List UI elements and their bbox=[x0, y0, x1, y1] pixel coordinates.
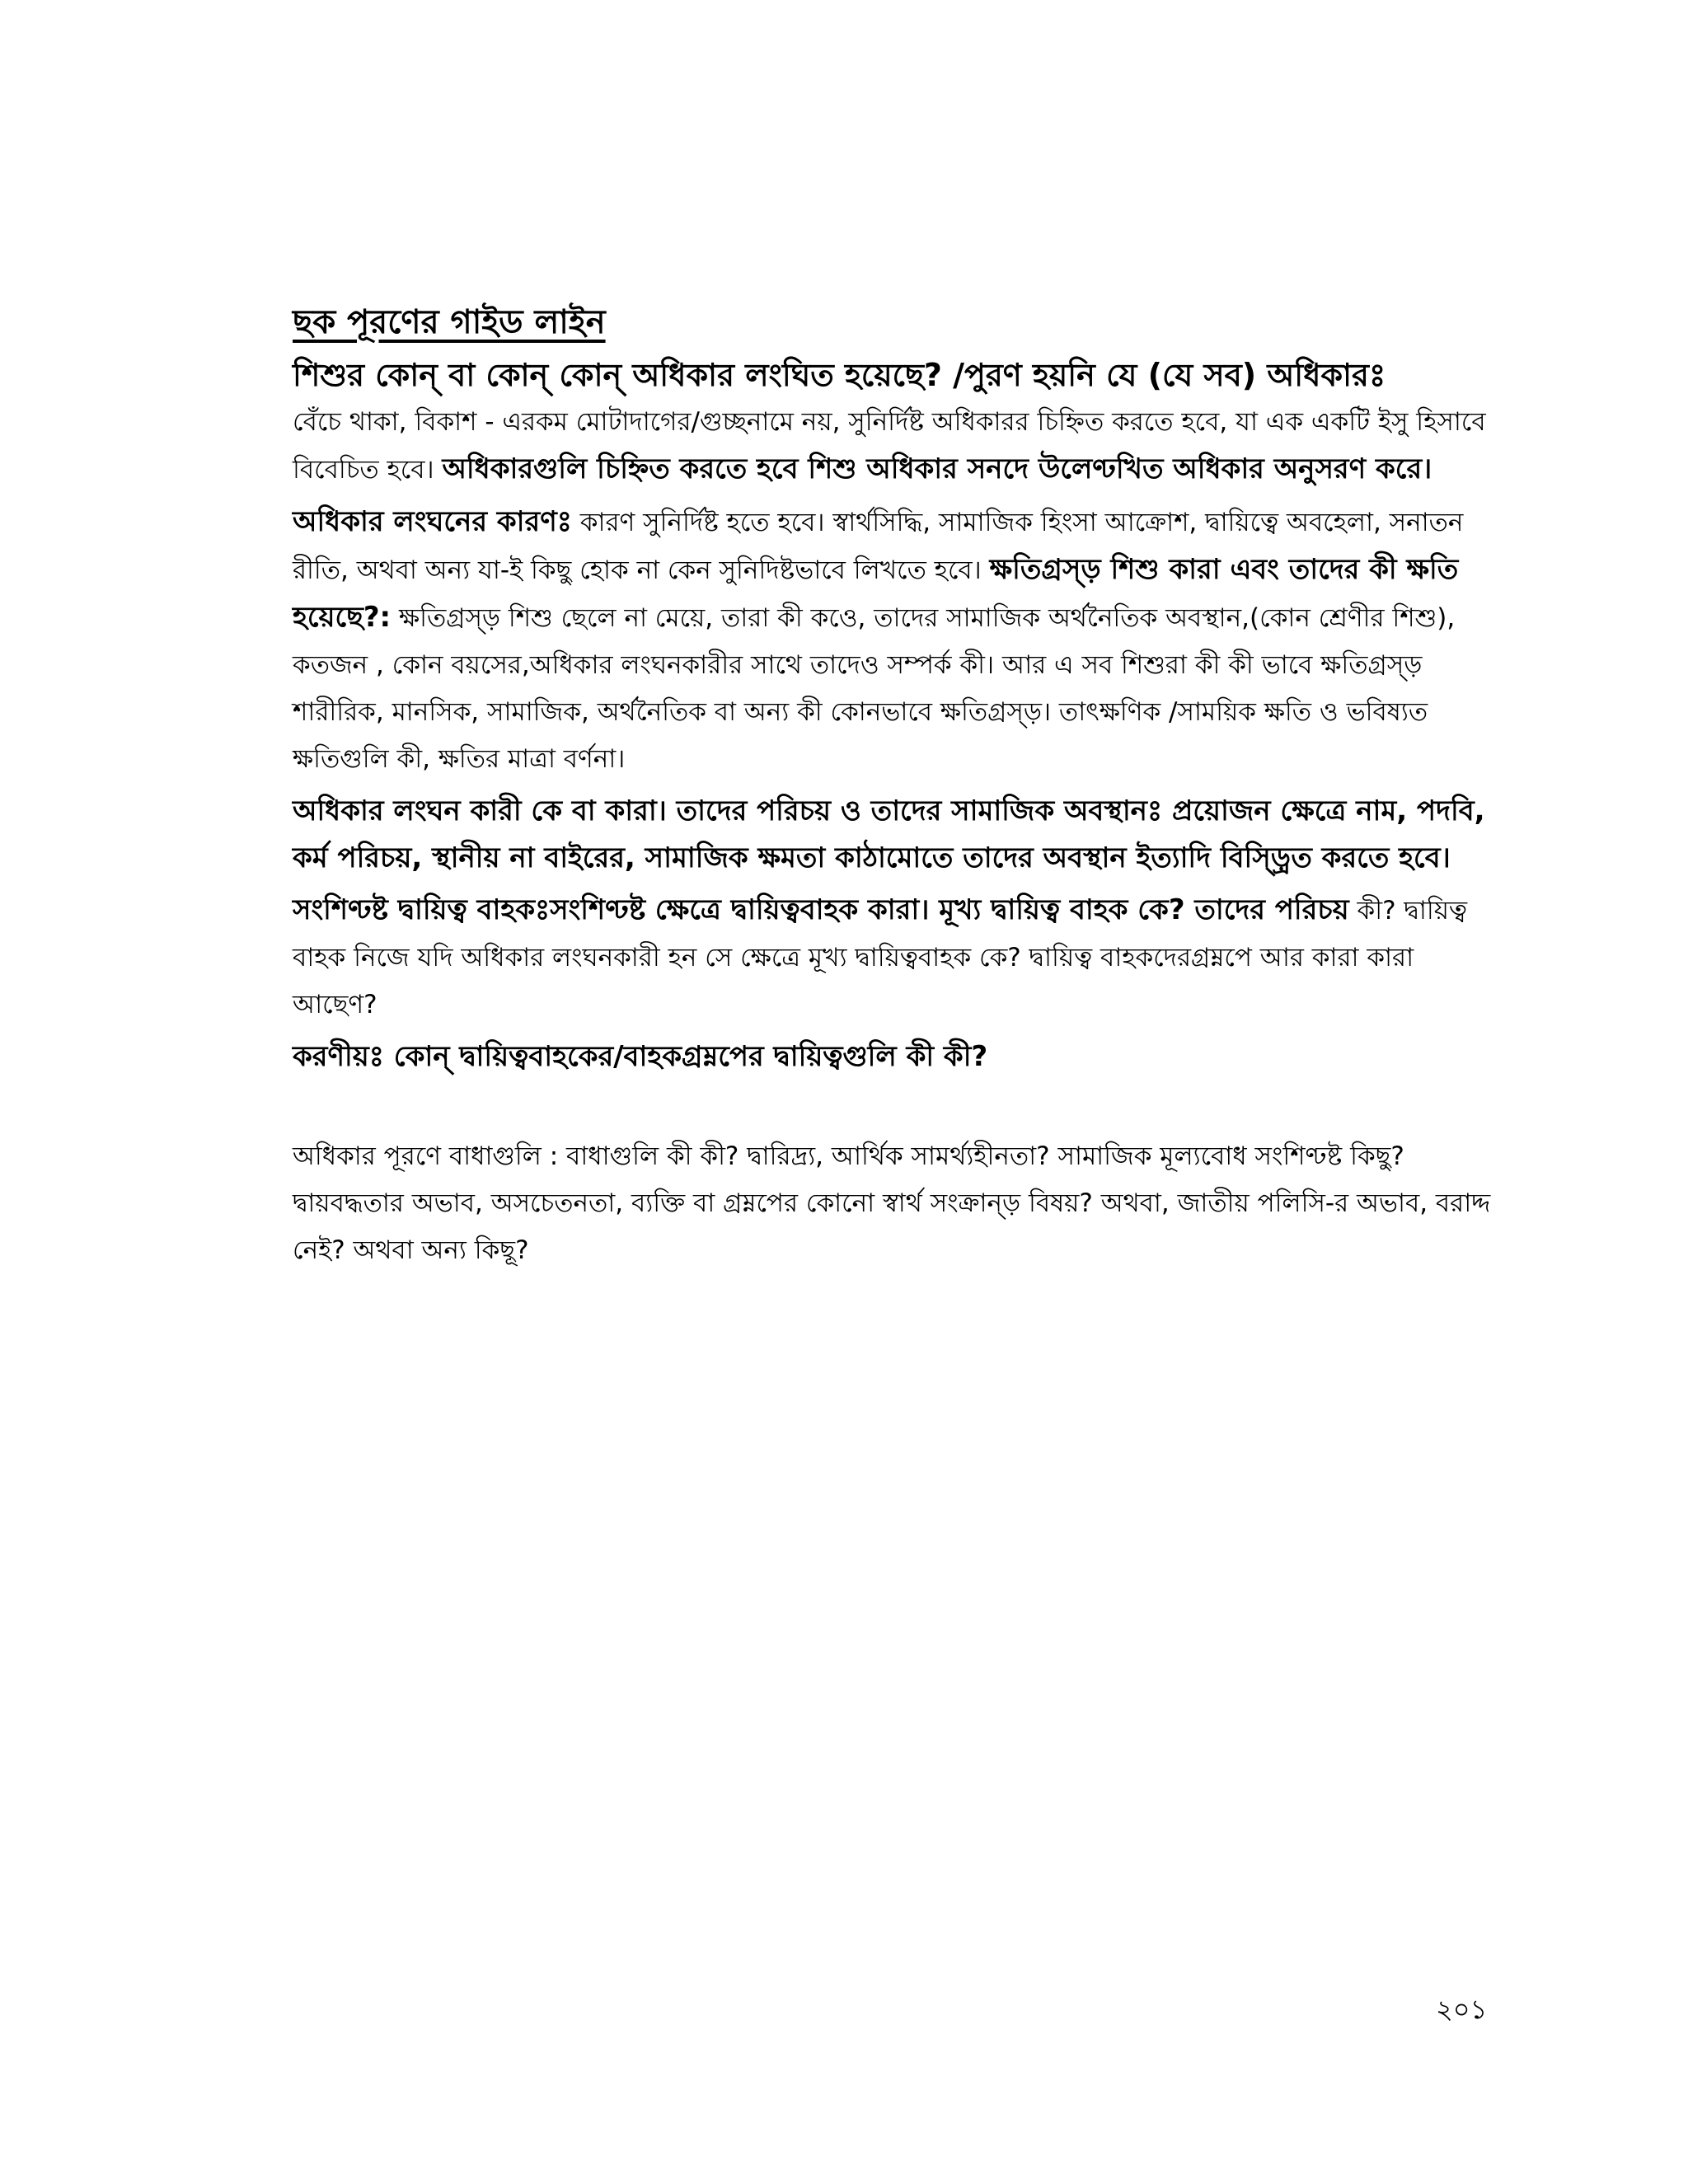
section-spacer bbox=[293, 1085, 1504, 1133]
duty-bearers-label: সংশিণ্ঢষ্ট দ্বায়িত্ব বাহকঃসংশিণ্ঢষ্ট ক্ষেত্রে দ্বায়িত্ববাহক কারা। মূখ্য দ্বায়িত্ব বাহক কে? তাদের পরিচয় bbox=[293, 893, 1349, 926]
section-violation-cause bbox=[293, 499, 1504, 783]
duty-bearers-text: কী? দ্বায়িত্ব বাহক নিজে যদি অধিকার লংঘনকারী হন সে ক্ষেত্রে মূখ্য দ্বায়িত্ববাহক কে? দ্বায়িত্ব বাহকদেরগ্রম্নপে আর কারা কারা আছেণ? bbox=[293, 896, 1468, 1019]
rights-violated-text: বেঁচে থাকা, বিকাশ - এরকম মোটাদাগের/গুচ্ছনামে নয়, সুনির্দিষ্ট অধিকারর চিহ্নিত করতে হবে, যা এক একটি ইসু হিসাবে বিবেচিত হবে। bbox=[293, 407, 1486, 485]
rights-violated-bold-text: অধিকারগুলি চিহ্নিত করতে হবে শিশু অধিকার সনদে উলেণ্ঢখিত অধিকার অনুসরণ করে। bbox=[442, 452, 1432, 485]
affected-children-text: ক্ষতিগ্রস্ড় শিশু ছেলে না মেয়ে, তারা কী কওে, তাদের সামাজিক অর্থনৈতিক অবস্থান,(কোন শ্রেণীর শিশু), কতজন , কোন বয়সের,অধিকার লংঘনকারীর সাথে তাদেও সম্পর্ক কী। আর এ সব শিশুরা কী কী ভাবে ক্ষতিগ্রস্ড় শারীরিক, মানসিক, সামাজিক, অর্থনৈতিক বা অন্য কী কোনভাবে ক্ষতিগ্রস্ড়। তাৎক্ষণিক /সাময়িক ক্ষতি ও ভবিষ্যত ক্ষতিগুলি কী, ক্ষতির মাত্রা বর্ণনা। bbox=[293, 603, 1456, 774]
section-actions: করণীয়ঃ কোন্ দ্বায়িত্ববাহকের/বাহকগ্রম্নপের দ্বায়িত্বগুলি কী কী? bbox=[293, 1040, 988, 1073]
section-rights-violated-title: শিশুর কোন্ বা কোন্ কোন্ অধিকার লংঘিত হয়েছে? /পুরণ হয়নি যে (যে সব) অধিকারঃ bbox=[293, 357, 1386, 393]
violation-cause-label: অধিকার লংঘনের কারণঃ bbox=[293, 505, 572, 538]
section-obstacles: অধিকার পূরণে বাধাগুলি : বাধাগুলি কী কী? দ্বারিদ্র্য, আর্থিক সামর্থ্যহীনতা? সামাজিক মূল্যবোধ সংশিণ্ঢষ্ট কিছু? দ্বায়বদ্ধতার অভাব, অসচেতনতা, ব্যক্তি বা গ্রম্নপের কোনো স্বার্থ সংক্রান্ড় বিষয়? অথবা, জাতীয় পলিসি-র অভাব, বরাদ্দ নেই? অথবা অন্য কিছূ? bbox=[293, 1141, 1491, 1265]
page-number: ২০১ bbox=[1436, 1994, 1488, 2025]
section-rights-violated-body bbox=[293, 399, 1504, 494]
section-duty-bearers bbox=[293, 887, 1504, 1029]
affected-children-label: ক্ষতিগ্রস্ড় শিশু কারা এবং তাদের কী ক্ষতি হয়েছে?: bbox=[293, 553, 1459, 634]
page-content bbox=[293, 298, 1504, 1279]
page-heading: ছক পূরণের গাইড লাইন bbox=[293, 303, 606, 341]
section-violators: অধিকার লংঘন কারী কে বা কারা। তাদের পরিচয় ও তাদের সামাজিক অবস্থানঃ প্রয়োজন ক্ষেত্রে নাম, পদবি, কর্ম পরিচয়, স্থানীয় না বাইরের, সামাজিক ক্ষমতা কাঠামোতে তাদের অবস্থান ইত্যাদি বিস্ড়্রিত করতে হবে। bbox=[293, 794, 1485, 874]
violation-cause-text: কারণ সুনির্দিষ্ট হতে হবে। স্বার্থসিদ্ধি, সামাজিক হিংসা আক্রোশ, দ্বায়িত্বে অবহেলা, সনাতন রীতি, অথবা অন্য যা-ই কিছু হোক না কেন সুনিদিষ্টভাবে লিখতে হবে। bbox=[293, 508, 1464, 585]
